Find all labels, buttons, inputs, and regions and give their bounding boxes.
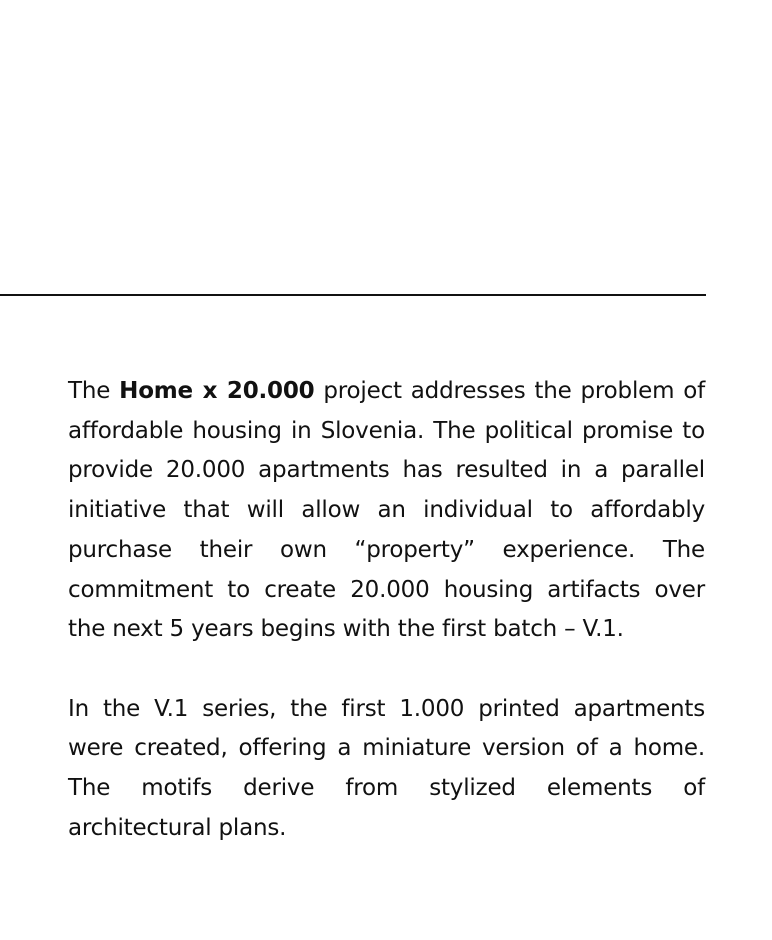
project-name: Home x 20.000	[119, 378, 315, 404]
intro-lead: The	[68, 378, 120, 404]
series-paragraph: In the V.1 series, the first 1.000 printed apartments were created, offering a miniature version of a home. The motifs derive from stylized elements of architectural plans.	[68, 695, 705, 841]
intro-paragraph	[68, 372, 705, 650]
horizontal-divider	[0, 294, 706, 296]
project-description	[68, 372, 705, 848]
intro-body: project addresses the problem of affordable housing in Slovenia. The political promise to provide 20.000 apartments has resulted in a parallel initiative that will allow an individual to affordably purchase their own “property” experience. The commitment to create 20.000 housing artifacts over the next 5 years begins with the first batch – V.1.	[68, 378, 706, 643]
